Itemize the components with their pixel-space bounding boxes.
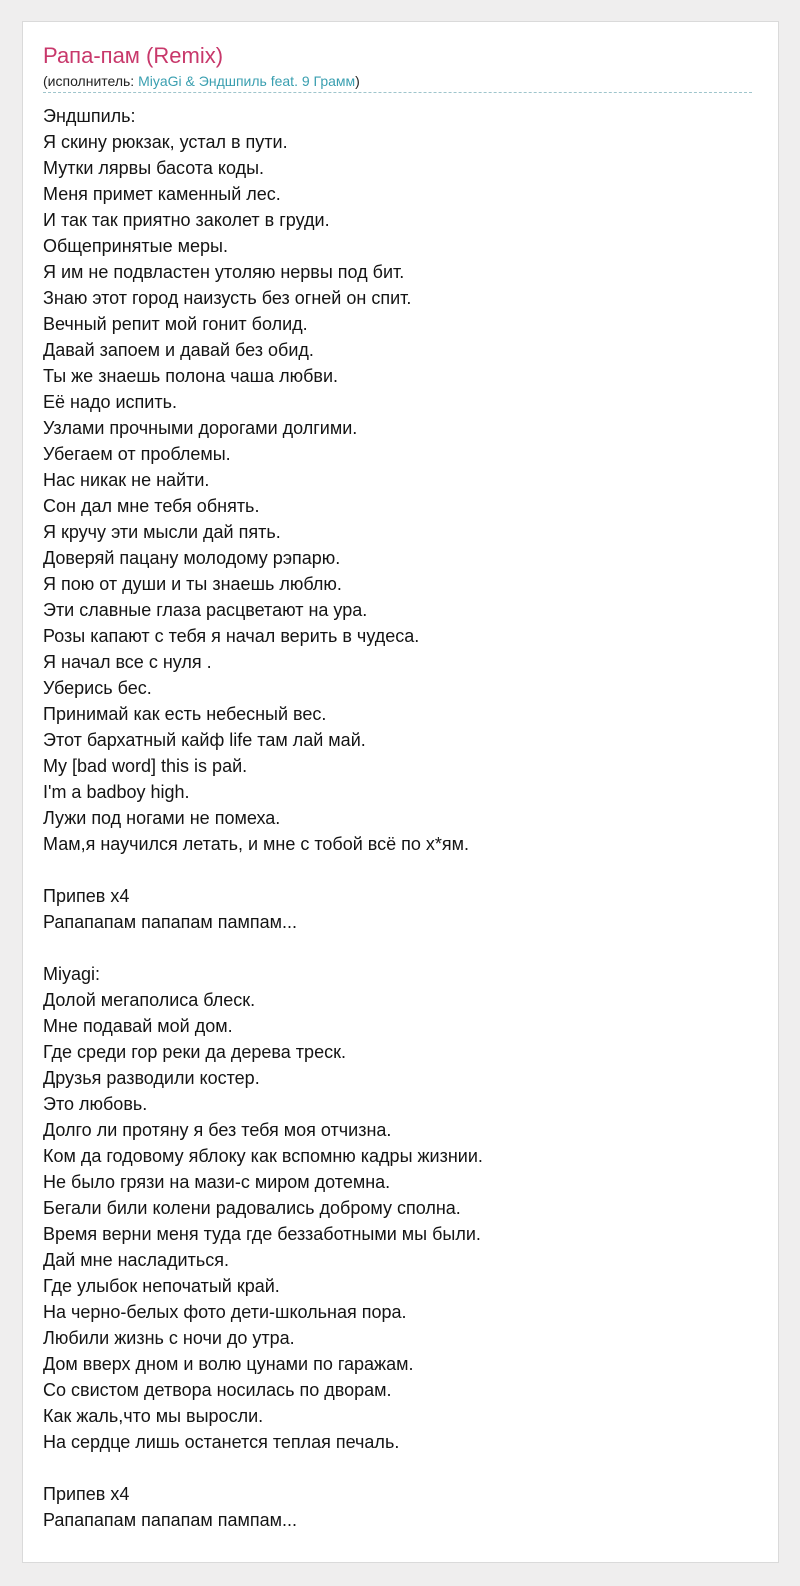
lyric-line (43, 935, 483, 961)
lyric-line (43, 1455, 483, 1481)
lyric-line: Доверяй пацану молодому рэпарю. (43, 548, 341, 568)
lyric-line: На сердце лишь останется теплая печаль. (43, 1432, 400, 1452)
lyric-line: Нас никак не найти. (43, 470, 210, 490)
lyric-line: Дай мне насладиться. (43, 1250, 229, 1270)
lyric-line: На черно-белых фото дети-школьная пора. (43, 1302, 407, 1322)
lyric-line: Не было грязи на мази-с миром дотемна. (43, 1172, 391, 1192)
lyric-line: Ты же знаешь полона чаша любви. (43, 366, 339, 386)
lyric-line: Время верни меня туда где беззаботными мы были. (43, 1224, 481, 1244)
lyric-line: I'm a badboy high. (43, 782, 190, 802)
lyric-line: Дом вверх дном и волю цунами по гаражам. (43, 1354, 414, 1374)
lyric-line: Узлами прочными дорогами долгими. (43, 418, 358, 438)
lyric-line: Принимай как есть небесный вес. (43, 704, 327, 724)
lyric-line: Мам,я научился летать, и мне с тобой всё по х*ям. (43, 834, 470, 854)
lyric-line: И так так приятно заколет в груди. (43, 210, 330, 230)
lyric-line: Я кручу эти мысли дай пять. (43, 522, 281, 542)
lyric-line: Я им не подвластен утоляю нервы под бит. (43, 262, 405, 282)
lyric-line: Давай запоем и давай без обид. (43, 340, 314, 360)
lyric-line: Мне подавай мой дом. (43, 1016, 233, 1036)
lyric-line: Припев x4 (43, 1484, 130, 1504)
lyric-line: Ком да годовому яблоку как вспомню кадры жизнии. (43, 1146, 483, 1166)
lyric-line: Этот бархатный кайф life там лай май. (43, 730, 366, 750)
lyric-line: Где улыбок непочатый край. (43, 1276, 280, 1296)
lyric-line: Я скину рюкзак, устал в пути. (43, 132, 288, 152)
lyric-line: Miyagi: (43, 964, 101, 984)
lyric-line: Бегали били колени радовались доброму сполна. (43, 1198, 461, 1218)
lyric-line: Общепринятые меры. (43, 236, 228, 256)
lyric-line: Рапапапам папапам пампам... (43, 1510, 297, 1530)
lyric-line: Это любовь. (43, 1094, 148, 1114)
lyric-line: Эти славные глаза расцветают на ура. (43, 600, 368, 620)
lyric-line: Припев x4 (43, 886, 130, 906)
lyric-line: Долго ли протяну я без тебя моя отчизна. (43, 1120, 392, 1140)
lyric-line (43, 857, 483, 883)
byline-prefix: (исполнитель: (43, 73, 139, 89)
lyric-line: Друзья разводили костер. (43, 1068, 260, 1088)
artist-byline (43, 72, 360, 90)
lyric-line: Её надо испить. (43, 392, 177, 412)
byline-suffix: ) (355, 73, 360, 89)
song-title: Рапа-пам (Remix) (43, 43, 224, 68)
lyric-line: Как жаль,что мы выросли. (43, 1406, 264, 1426)
lyric-line: Вечный репит мой гонит болид. (43, 314, 308, 334)
lyric-line: Меня примет каменный лес. (43, 184, 281, 204)
lyric-line: Со свистом детвора носилась по дворам. (43, 1380, 392, 1400)
title-divider (43, 92, 752, 93)
lyric-line: Рапапапам папапам пампам... (43, 912, 297, 932)
lyric-line: Эндшпиль: (43, 106, 136, 126)
lyric-line: My [bad word] this is рай. (43, 756, 248, 776)
lyric-line: Я пою от души и ты знаешь люблю. (43, 574, 342, 594)
lyric-line: Уберись бес. (43, 678, 152, 698)
lyric-line: Где среди гор реки да дерева треск. (43, 1042, 346, 1062)
lyric-line: Мутки лярвы басота коды. (43, 158, 265, 178)
lyrics-text (43, 103, 483, 1533)
lyric-line: Розы капают с тебя я начал верить в чудеса. (43, 626, 420, 646)
lyric-line: Знаю этот город наизусть без огней он спит. (43, 288, 412, 308)
lyric-line: Любили жизнь с ночи до утра. (43, 1328, 295, 1348)
artist-link[interactable]: MiyaGi & Эндшпиль feat. 9 Грамм (138, 73, 356, 89)
lyric-line: Убегаем от проблемы. (43, 444, 231, 464)
lyric-line: Я начал все с нуля . (43, 652, 212, 672)
lyric-line: Долой мегаполиса блеск. (43, 990, 256, 1010)
lyric-line: Сон дал мне тебя обнять. (43, 496, 260, 516)
lyric-line: Лужи под ногами не помеха. (43, 808, 281, 828)
lyrics-card (22, 21, 779, 1563)
